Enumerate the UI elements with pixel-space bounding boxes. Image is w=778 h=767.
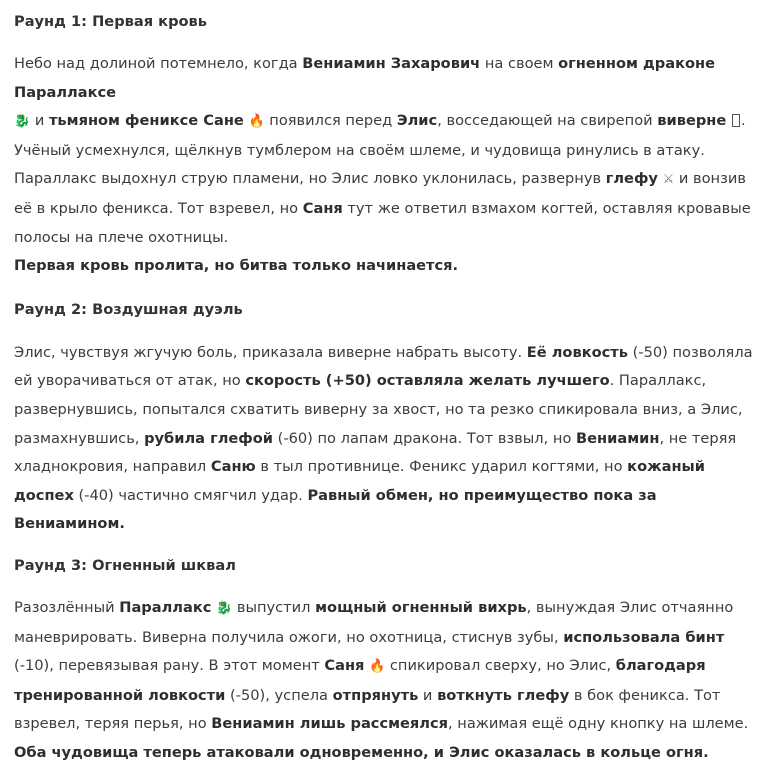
round-3-heading: Раунд 3: Огненный шквал <box>14 556 236 574</box>
flame-icon: 🔥 <box>248 114 265 130</box>
dragon-icon: 🐉 <box>216 600 233 616</box>
round-2-heading: Раунд 2: Воздушная дуэль <box>14 300 243 318</box>
text: Элис, чувствуя жгучую боль, приказала виверне набрать высоту. <box>14 343 527 361</box>
text: появился перед <box>264 112 397 130</box>
text: и вонзив её в крыло феникса. Тот взревел, но <box>14 170 746 217</box>
text: и <box>30 112 49 130</box>
action-name: отпрянуть <box>332 686 419 704</box>
flame-icon: 🔥 <box>369 659 386 675</box>
character-name: Саня <box>302 199 343 217</box>
character-name: Вениамин Захарович <box>302 55 481 72</box>
creature-name: Саню <box>210 458 256 476</box>
text: , не теряя хладнокровия, направил <box>14 429 737 476</box>
creature-name: Параллакс <box>119 598 212 616</box>
round-summary: Оба чудовища теперь атаковали одновременно, и Элис оказалась в кольце огня. <box>14 743 709 761</box>
action-name: рубила глефой <box>144 429 274 447</box>
character-name: Вениамин <box>576 429 660 447</box>
text: Разозлённый <box>14 598 120 616</box>
text: тут же ответил взмахом когтей, оставляя кровавые полосы на плече охотницы. <box>14 199 751 246</box>
text: (-50), успела <box>225 686 333 704</box>
text: в бок феникса. Тот взревел, теряя перья, но <box>14 686 721 733</box>
round-summary: Равный обмен, но преимущество пока за Вениамином. <box>14 486 657 533</box>
text: выпустил <box>232 598 316 616</box>
character-name: Элис <box>396 112 438 130</box>
creature-name: огненном драконе Параллаксе <box>14 55 715 101</box>
creature-name: Саня <box>324 657 365 675</box>
creature-name: тьмяном фениксе Сане <box>48 112 244 130</box>
text: на своем <box>480 55 559 72</box>
swords-icon: ⚔ <box>662 172 675 188</box>
text: . Учёный усмехнулся, щёлкнув тумблером на своём шлеме, и чудовища ринулись в атаку. Параллакс выдохнул струю пламени, но Элис ловко уклонилась, развернув <box>14 112 746 188</box>
text: и <box>418 686 438 704</box>
attack-name: мощный огненный вихрь <box>315 598 527 616</box>
round-1-paragraph <box>14 50 768 281</box>
text: , нажимая ещё одну кнопку на шлеме. <box>448 715 749 733</box>
text: . Параллакс, развернувшись, попытался схватить виверну за хвост, но та резко спикировала вниз, а Элис, размахнувшись, <box>14 372 743 447</box>
round-summary: Первая кровь пролита, но битва только начинается. <box>14 257 459 275</box>
action-name: воткнуть глефу <box>437 686 570 704</box>
text: в тыл противнице. Феникс ударил когтями, но <box>255 458 628 476</box>
text: (-40) частично смягчил удар. <box>73 486 308 504</box>
round-2-paragraph <box>14 339 768 539</box>
stat-name: благодаря тренированной ловкости <box>14 657 706 704</box>
armor-name: кожаный доспех <box>14 458 705 504</box>
action-name: использовала бинт <box>563 628 725 646</box>
round-3-paragraph <box>14 594 768 767</box>
missing-glyph-icon <box>732 114 740 127</box>
stat-name: Её ловкость <box>526 343 628 361</box>
text: (-50) позволяла ей уворачиваться от атак, но <box>14 343 753 390</box>
character-action: Вениамин лишь рассмеялся <box>211 715 449 733</box>
text: Небо над долиной потемнело, когда <box>14 55 303 72</box>
round-1-heading: Раунд 1: Первая кровь <box>14 13 208 30</box>
text: , вынуждая Элис отчаянно маневрировать. Виверна получила ожоги, но охотница, стиснув зубы, <box>14 598 734 646</box>
stat-name: скорость (+50) оставляла желать лучшего <box>245 372 610 390</box>
text: спикировал сверху, но Элис, <box>385 657 616 675</box>
dragon-icon: 🐉 <box>14 114 31 130</box>
text: (-60) по лапам дракона. Тот взвыл, но <box>273 429 577 447</box>
text: , восседающей на свирепой <box>437 112 658 130</box>
creature-name: виверне <box>657 112 727 130</box>
text: (-10), перевязывая рану. В этот момент <box>14 657 325 675</box>
weapon-name: глефу <box>605 170 658 188</box>
